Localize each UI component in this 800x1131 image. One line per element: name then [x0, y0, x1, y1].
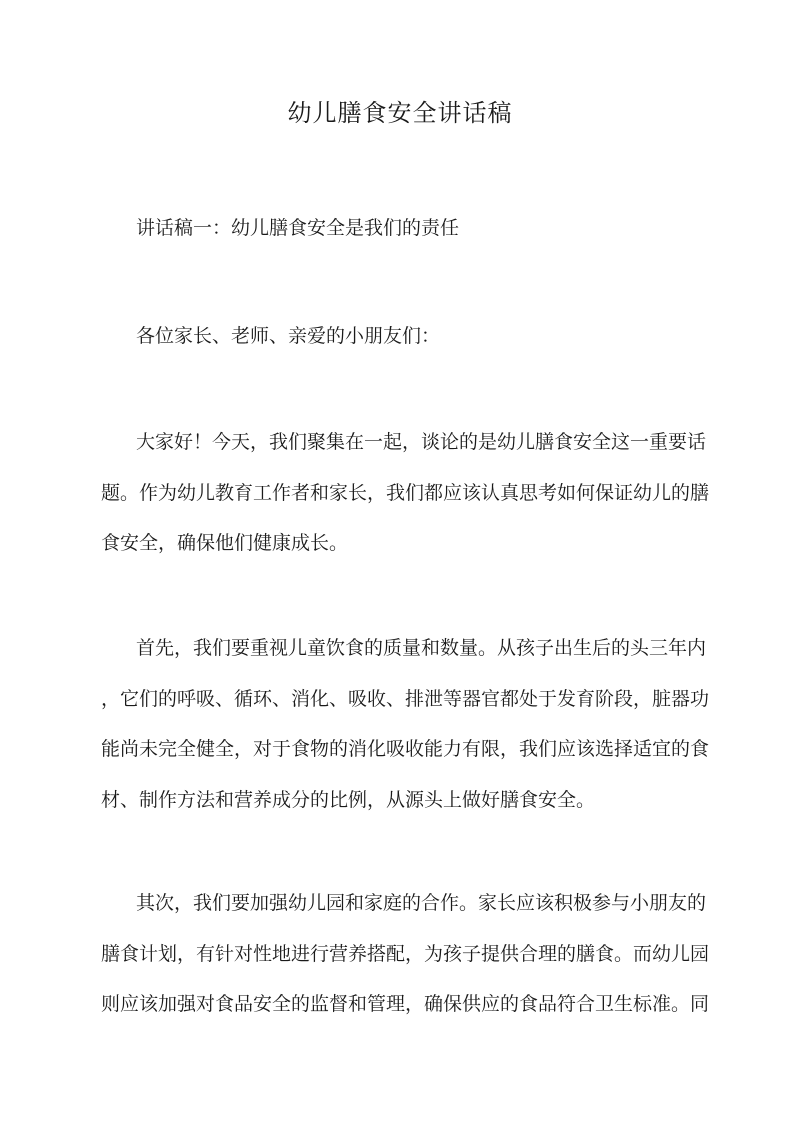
- paragraph-line: 题。作为幼儿教育工作者和家长，我们都应该认真思考如何保证幼儿的膳: [101, 482, 710, 504]
- paragraph-line: 材、制作方法和营养成分的比例，从源头上做好膳食安全。: [101, 789, 596, 811]
- section-heading: 讲话稿一：幼儿膳食安全是我们的责任: [136, 217, 460, 239]
- paragraph-line: ，它们的呼吸、循环、消化、吸收、排泄等器官都处于发育阶段，脏器功: [101, 688, 710, 710]
- paragraph-line: 食安全，确保他们健康成长。: [101, 532, 349, 554]
- paragraph-line: 能尚未完全健全，对于食物的消化吸收能力有限，我们应该选择适宜的食: [101, 738, 710, 760]
- paragraph-line: 首先，我们要重视儿童饮食的质量和数量。从孩子出生后的头三年内: [136, 637, 707, 659]
- paragraph-line: 大家好！今天，我们聚集在一起，谈论的是幼儿膳食安全这一重要话: [136, 431, 707, 453]
- paragraph-line: 其次，我们要加强幼儿园和家庭的合作。家长应该积极参与小朋友的: [136, 892, 707, 914]
- document-title: 幼儿膳食安全讲话稿: [287, 99, 513, 127]
- salutation: 各位家长、老师、亲爱的小朋友们：: [136, 325, 441, 347]
- paragraph-line: 膳食计划，有针对性地进行营养搭配，为孩子提供合理的膳食。而幼儿园: [101, 943, 710, 965]
- paragraph-line: 则应该加强对食品安全的监督和管理，确保供应的食品符合卫生标准。同: [101, 993, 710, 1015]
